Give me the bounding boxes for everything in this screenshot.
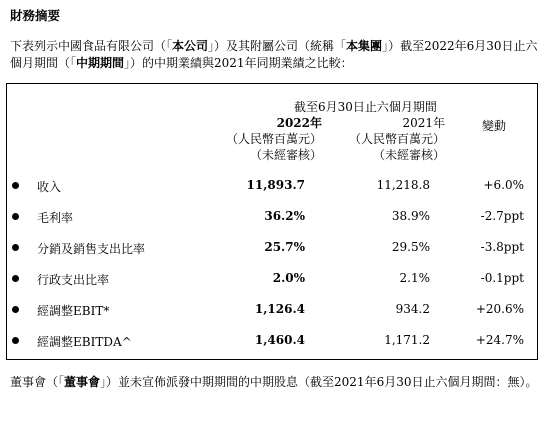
- bullet-icon: [12, 275, 19, 282]
- table-row: [0, 302, 550, 320]
- value-2021: 11,218.8: [376, 178, 430, 192]
- value-2021: 38.9%: [391, 209, 430, 223]
- table-row: [0, 178, 550, 196]
- value-2021: 1,171.2: [384, 333, 430, 347]
- value-change: -0.1ppt: [480, 271, 524, 285]
- change-header: 變動: [482, 119, 507, 133]
- table-row: [0, 209, 550, 227]
- value-2021: 29.5%: [391, 240, 430, 254]
- table-row: [0, 333, 550, 351]
- row-label: 經調整EBITDA^: [37, 335, 132, 349]
- value-2021: 2.1%: [399, 271, 430, 285]
- row-label: 分銷及銷售支出比率: [37, 242, 146, 256]
- value-2021: 934.2: [395, 302, 430, 316]
- value-2022: 25.7%: [264, 240, 305, 254]
- value-change: +20.6%: [475, 302, 524, 316]
- bullet-icon: [12, 182, 19, 189]
- value-2022: 1,126.4: [254, 302, 305, 316]
- bullet-icon: [12, 337, 19, 344]
- bullet-icon: [12, 306, 19, 313]
- intro-paragraph: 下表列示中國食品有限公司（「本公司」）及其附屬公司（統稱「本集團」）截至2022年6月30日止六個月期間（「中期期間」）的中期業績與2021年同期業績之比較：: [10, 39, 538, 70]
- value-change: -3.8ppt: [480, 240, 524, 254]
- row-label: 經調整EBIT*: [37, 304, 110, 318]
- bullet-icon: [12, 213, 19, 220]
- value-change: +6.0%: [483, 178, 524, 192]
- period-header: 截至6月30日止六個月期間: [294, 100, 437, 114]
- row-label: 收入: [37, 180, 62, 194]
- table-row: [0, 271, 550, 289]
- value-change: -2.7ppt: [480, 209, 524, 223]
- dividend-note: 董事會（「董事會」）並未宣佈派發中期期間的中期股息（截至2021年6月30日止六個月期間：無）。: [10, 375, 538, 389]
- value-2022: 36.2%: [264, 209, 305, 223]
- value-2022: 1,460.4: [254, 333, 305, 347]
- value-change: +24.7%: [475, 333, 524, 347]
- section-title: 財務摘要: [10, 8, 61, 23]
- value-2022: 11,893.7: [246, 178, 305, 192]
- row-label: 毛利率: [37, 211, 74, 225]
- table-row: [0, 240, 550, 258]
- col-2021-header: 2021年 （人民幣百萬元） （未經審核）: [348, 116, 445, 162]
- row-label: 行政支出比率: [37, 273, 110, 287]
- value-2022: 2.0%: [272, 271, 305, 285]
- bullet-icon: [12, 244, 19, 251]
- col-2022-header: 2022年 （人民幣百萬元） （未經審核）: [225, 116, 322, 162]
